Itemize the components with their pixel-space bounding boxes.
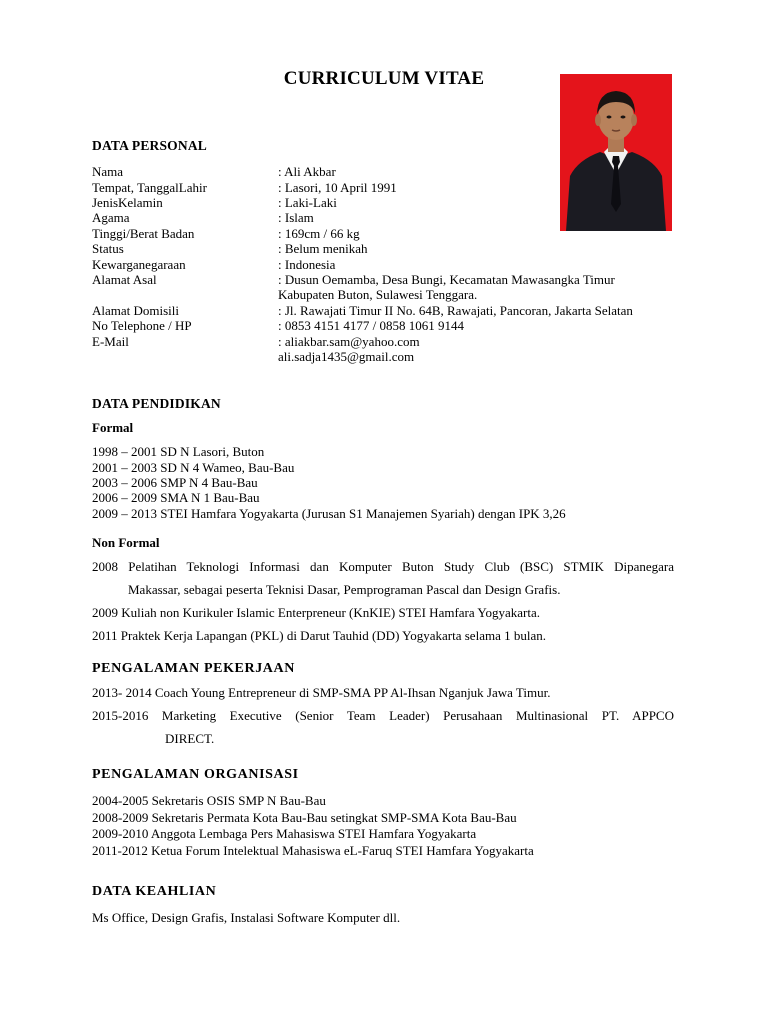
nonformal-item: 2008 Pelatihan Teknologi Informasi dan Komputer Buton Study Club (BSC) STMIK Dipanegara — [92, 559, 674, 574]
row-value: : Indonesia — [278, 256, 336, 272]
skills-text: Ms Office, Design Grafis, Instalasi Software Komputer dll. — [92, 910, 401, 925]
row-label: Nama — [92, 164, 124, 179]
row-value: : Jl. Rawajati Timur II No. 64B, Rawajati, Pancoran, Jakarta Selatan — [278, 302, 633, 318]
nonformal-item: 2011 Praktek Kerja Lapangan (PKL) di Darut Tauhid (DD) Yogyakarta selama 1 bulan. — [92, 628, 546, 643]
skills-heading: DATA KEAHLIAN — [92, 884, 217, 899]
row-value: : aliakbar.sam@yahoo.com — [278, 333, 420, 349]
organization-item: 2004-2005 Sekretaris OSIS SMP N Bau-Bau — [92, 793, 326, 808]
work-item: 2015-2016 Marketing Executive (Senior Team Leader) Perusahaan Multinasional PT. APPCO — [92, 708, 674, 723]
person-portrait-icon — [560, 74, 672, 231]
page-title: CURRICULUM VITAE — [283, 68, 485, 89]
formal-item: 1998 – 2001 SD N Lasori, Buton — [92, 444, 265, 459]
profile-photo — [560, 74, 672, 231]
education-heading: DATA PENDIDIKAN — [92, 396, 221, 411]
row-value: Kabupaten Buton, Sulawesi Tenggara. — [278, 287, 478, 302]
formal-item: 2006 – 2009 SMA N 1 Bau-Bau — [92, 490, 260, 505]
row-label: Alamat Asal — [92, 272, 157, 287]
formal-heading: Formal — [92, 420, 134, 435]
row-label: Alamat Domisili — [92, 302, 180, 318]
row-value: : Ali Akbar — [278, 164, 336, 179]
nonformal-item-continued: Makassar, sebagai peserta Teknisi Dasar, Pemprograman Pascal dan Design Grafis. — [128, 582, 561, 597]
nonformal-heading: Non Formal — [92, 535, 160, 550]
organization-item: 2008-2009 Sekretaris Permata Kota Bau-Bau setingkat SMP-SMA Kota Bau-Bau — [92, 809, 517, 825]
row-value: : Lasori, 10 April 1991 — [278, 179, 397, 195]
work-item-continued: DIRECT. — [165, 731, 215, 746]
organization-heading: PENGALAMAN ORGANISASI — [92, 767, 299, 782]
row-label: Tempat, TanggalLahir — [92, 179, 207, 195]
organization-item: 2011-2012 Ketua Forum Intelektual Mahasiswa eL-Faruq STEI Hamfara Yogyakarta — [92, 843, 534, 858]
row-label: Agama — [92, 210, 130, 225]
row-value: : Islam — [278, 210, 314, 225]
row-value: : Dusun Oemamba, Desa Bungi, Kecamatan Mawasangka Timur — [278, 272, 615, 287]
row-label: JenisKelamin — [92, 195, 163, 210]
personal-heading: DATA PERSONAL — [92, 138, 207, 153]
formal-item: 2003 – 2006 SMP N 4 Bau-Bau — [92, 474, 258, 490]
row-value: : Belum menikah — [278, 241, 368, 256]
work-heading: PENGALAMAN PEKERJAAN — [92, 661, 295, 676]
row-value: ali.sadja1435@gmail.com — [278, 349, 415, 364]
row-label: Kewarganegaraan — [92, 256, 186, 272]
row-value: : Laki-Laki — [278, 195, 337, 210]
row-label: Tinggi/Berat Badan — [92, 225, 195, 241]
row-label: E-Mail — [92, 333, 129, 349]
row-label: Status — [92, 241, 124, 256]
formal-item: 2001 – 2003 SD N 4 Wameo, Bau-Bau — [92, 459, 295, 475]
row-value: : 0853 4151 4177 / 0858 1061 9144 — [278, 318, 464, 333]
row-value: : 169cm / 66 kg — [278, 225, 360, 241]
row-label: No Telephone / HP — [92, 318, 192, 333]
nonformal-item: 2009 Kuliah non Kurikuler Islamic Enterpreneur (KnKIE) STEI Hamfara Yogyakarta. — [92, 605, 541, 620]
organization-item: 2009-2010 Anggota Lembaga Pers Mahasiswa STEI Hamfara Yogyakarta — [92, 826, 477, 841]
work-item: 2013- 2014 Coach Young Entrepreneur di SMP-SMA PP Al-Ihsan Nganjuk Jawa Timur. — [92, 685, 551, 700]
formal-item: 2009 – 2013 STEI Hamfara Yogyakarta (Jurusan S1 Manajemen Syariah) dengan IPK 3,26 — [92, 506, 566, 521]
